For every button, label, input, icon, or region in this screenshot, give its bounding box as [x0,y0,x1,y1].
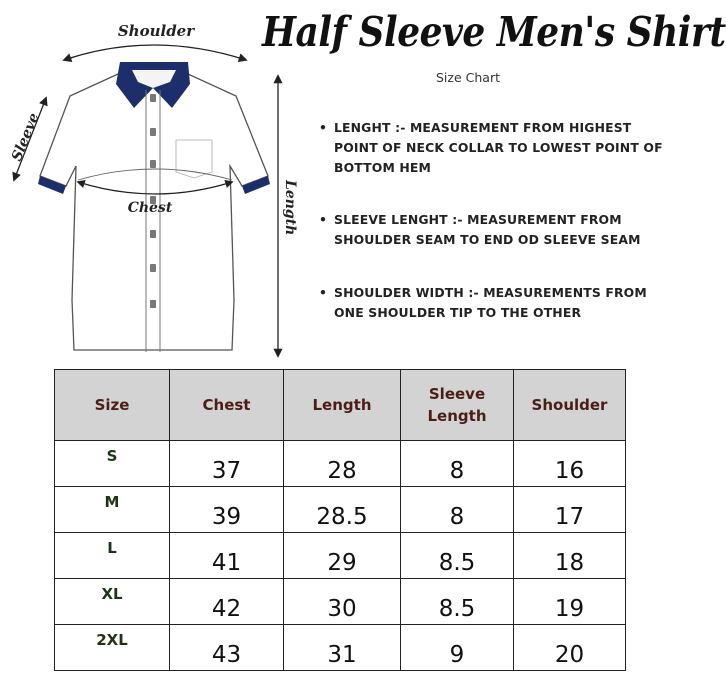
shoulder-label: Shoulder [117,22,195,40]
header-chest: Chest [170,370,284,441]
size-cell: 2XL [55,625,170,671]
page-subtitle: Size Chart [436,70,500,85]
shoulder-cell: 18 [514,533,626,579]
header-sleeve-length: Sleeve Length [401,370,514,441]
chest-cell: 43 [170,625,284,671]
shoulder-cell: 17 [514,487,626,533]
table-row [55,441,626,487]
chest-cell: 37 [170,441,284,487]
header-size: Size [55,370,170,441]
table-row [55,487,626,533]
size-cell: XL [55,579,170,625]
sleeve-length-cell: 8 [401,487,514,533]
sleeve-length-cell: 8.5 [401,533,514,579]
chest-label: Chest [127,200,173,216]
shoulder-cell: 20 [514,625,626,671]
shoulder-cell: 19 [514,579,626,625]
header-shoulder: Shoulder [514,370,626,441]
note-text: SHOULDER WIDTH :- MEASUREMENTS FROM ONE SHOULDER TIP TO THE OTHER [334,285,647,320]
shoulder-cell: 16 [514,441,626,487]
note-text: SLEEVE LENGHT :- MEASUREMENT FROM SHOULDER SEAM TO END OD SLEEVE SEAM [334,212,641,247]
length-label: Length [282,180,298,236]
length-cell: 29 [284,533,401,579]
length-cell: 30 [284,579,401,625]
note-length [316,118,672,210]
length-cell: 31 [284,625,401,671]
page-title: Half Sleeve Men's Shirt [262,8,726,57]
sleeve-label: Sleeve [8,110,43,164]
size-cell: M [55,487,170,533]
note-text: LENGHT :- MEASUREMENT FROM HIGHEST POINT OF NECK COLLAR TO LOWEST POINT OF BOTTOM HEM [334,120,663,175]
size-cell: L [55,533,170,579]
table-row [55,533,626,579]
note-sleeve-length [316,210,672,283]
shoulder-arrow [64,45,246,60]
note-shoulder-width [316,283,672,323]
chest-cell: 39 [170,487,284,533]
header-length: Length [284,370,401,441]
bullet-icon: • [319,120,328,135]
measurement-notes [316,118,672,323]
sleeve-length-cell: 9 [401,625,514,671]
sleeve-length-cell: 8 [401,441,514,487]
chest-cell: 42 [170,579,284,625]
length-cell: 28.5 [284,487,401,533]
table-row [55,579,626,625]
length-cell: 28 [284,441,401,487]
size-chart-table [54,369,626,671]
bullet-icon: • [319,212,328,227]
chest-cell: 41 [170,533,284,579]
table-row [55,625,626,671]
table-header-row [55,370,626,441]
size-cell: S [55,441,170,487]
sleeve-length-cell: 8.5 [401,579,514,625]
bullet-icon: • [319,285,328,300]
